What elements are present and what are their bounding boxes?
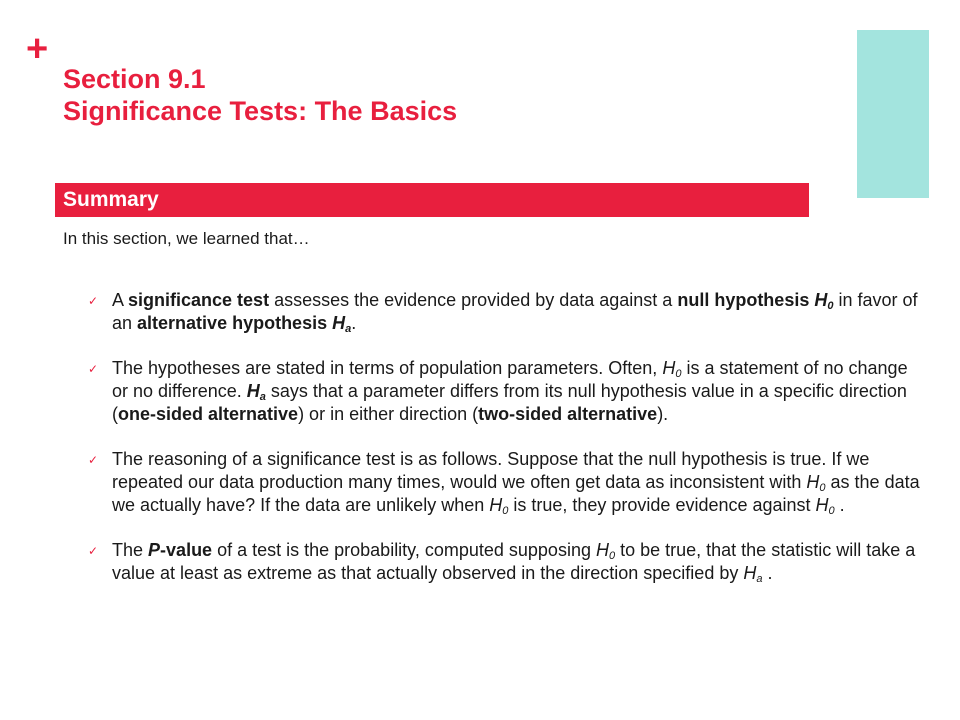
summary-list xyxy=(88,289,928,607)
bullet-text: The reasoning of a significance test is as follows. Suppose that the null hypothesis is true. If we repeated our data production many times, would we often get data as inconsistent with $H_0$ as the data we actually have? If the data are unlikely when $H_0$ is true, they provide evidence against $H_0$ . xyxy=(112,449,920,517)
summary-banner: Summary xyxy=(55,183,809,217)
checkmark-icon: ✓ xyxy=(88,294,99,308)
bullet-text: The hypotheses are stated in terms of population parameters. Often, $H_0$ is a statement of no change or no difference. $H_a$ says that a parameter differs from its null hypothesis value in a specific direction (one-sided alternative) or in either direction (two-sided alternative). xyxy=(112,358,908,424)
summary-bullet xyxy=(88,289,928,335)
summary-bullet xyxy=(88,448,928,517)
title-line-topic: Significance Tests: The Basics xyxy=(63,96,458,126)
checkmark-icon: ✓ xyxy=(88,544,99,558)
intro-text: In this section, we learned that… xyxy=(63,229,310,248)
checkmark-icon: ✓ xyxy=(88,453,99,467)
checkmark-icon: ✓ xyxy=(88,362,99,376)
summary-bullet xyxy=(88,539,928,585)
summary-bullet xyxy=(88,357,928,426)
title-line-section: Section 9.1 xyxy=(63,64,206,94)
page-title xyxy=(63,63,457,127)
bullet-text: The P-value of a test is the probability, computed supposing $H_0$ to be true, that the statistic will take a value at least as extreme as that actually observed in the direction specified by $H_a$ . xyxy=(112,540,916,585)
bullet-text: A significance test assesses the evidence provided by data against a null hypothesis $H_0$ in favor of an alternative hypothesis $H_a$. xyxy=(112,290,918,335)
plus-icon: + xyxy=(26,28,49,70)
accent-block xyxy=(857,30,929,198)
